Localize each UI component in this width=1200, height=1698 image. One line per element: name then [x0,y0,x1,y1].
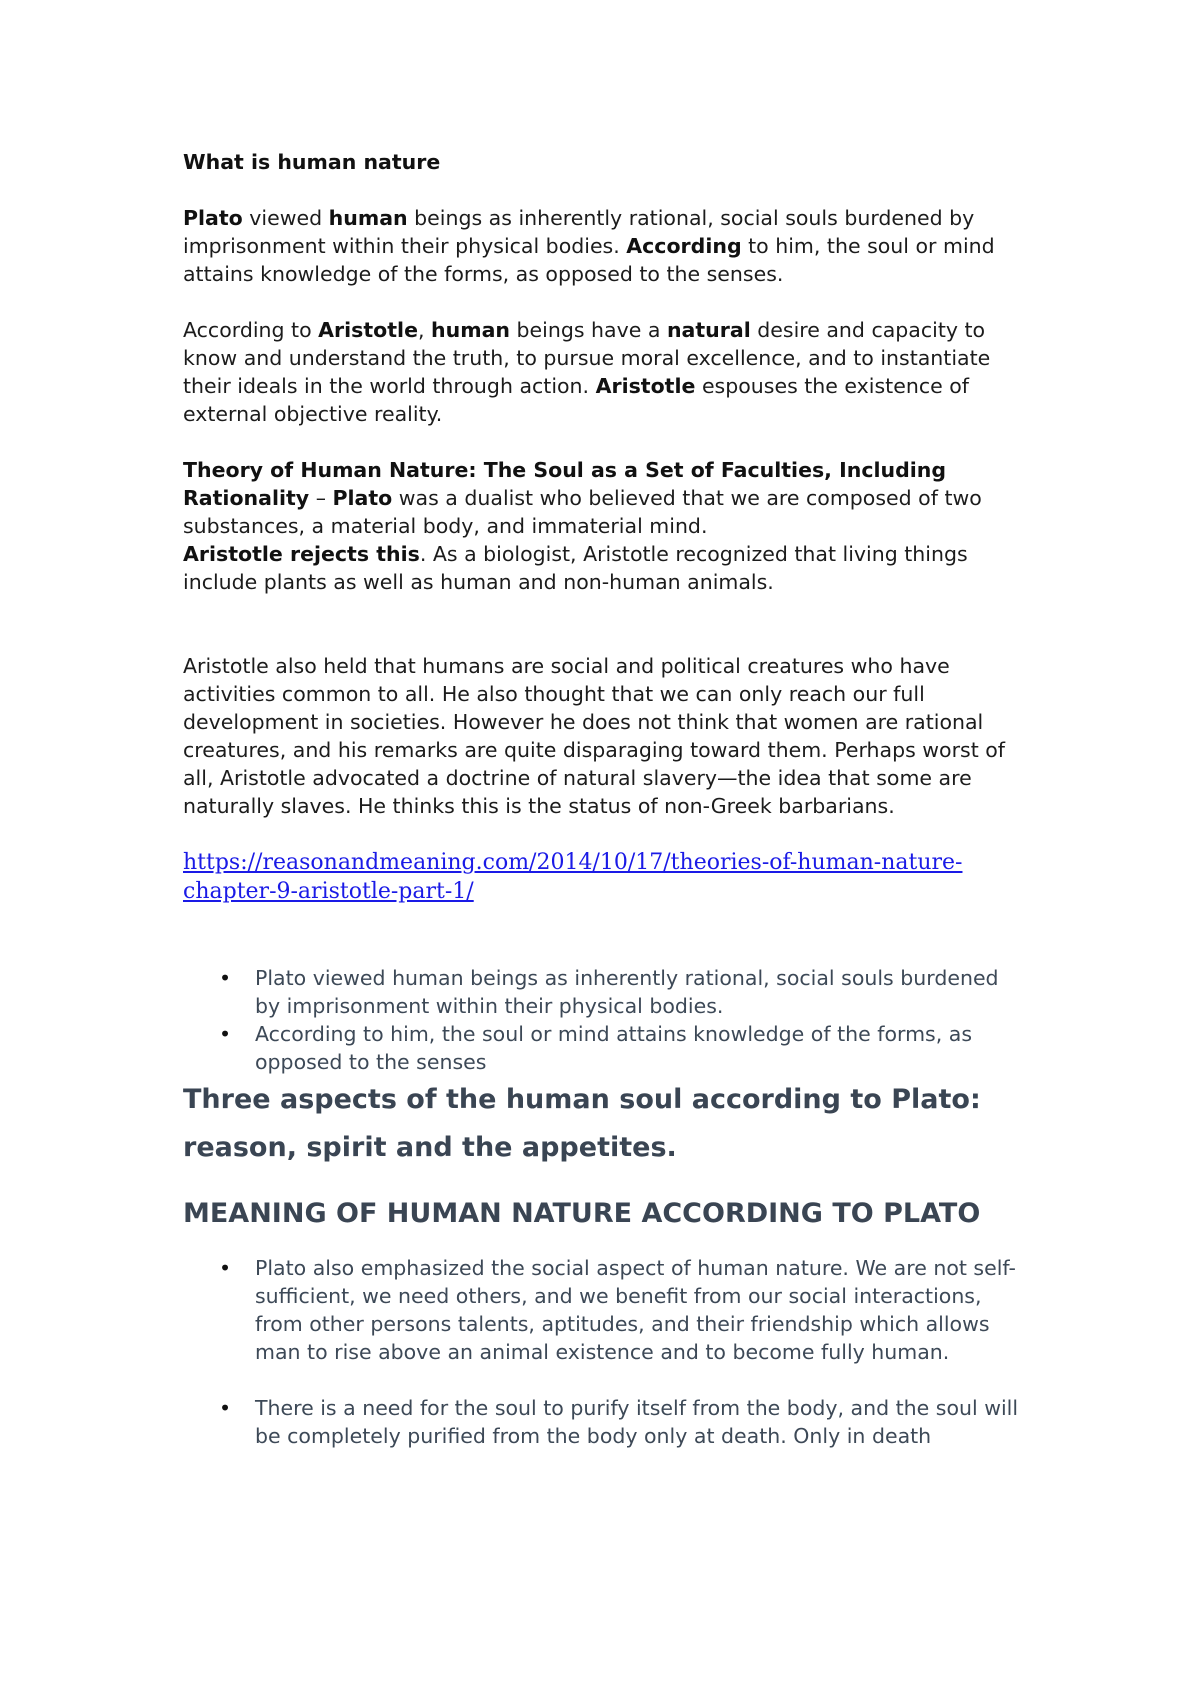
text-span: , [417,318,432,342]
text-span: was a dualist who believed that we are composed of two substances, a material body, and immaterial mind. [183,486,982,538]
heading-meaning-human-nature: MEANING OF HUMAN NATURE ACCORDING TO PLATO [183,1198,981,1229]
text-span: viewed [242,206,329,230]
list-item [183,1394,1020,1450]
bullet-list-meaning [183,1254,1020,1450]
paragraph-aristotle-rejects [183,540,1020,596]
text-span: espouses the existence of external objective reality. [183,374,969,426]
list-item-text: There is a need for the soul to purify itself from the body, and the soul will be completely purified from the body only at death. Only in death [255,1396,1019,1448]
text-span: According to [183,318,319,342]
bullet-icon: • [219,966,232,990]
paragraph-aristotle-view [183,316,1020,428]
bold-human: human [328,206,408,230]
bullet-list-plato [183,964,1020,1076]
reference-link[interactable]: https://reasonandmeaning.com/2014/10/17/theories-of-human-nature-chapter-9-aristotle-part-1/ [183,850,963,904]
bold-aristotle: Aristotle [595,374,696,398]
list-item-text: According to him, the soul or mind attains knowledge of the forms, as opposed to the senses [255,1022,972,1074]
bold-according: According [626,234,742,258]
bullet-icon: • [219,1396,232,1420]
bold-plato: Plato [332,486,393,510]
text-span: to him, the soul or mind attains knowledge of the forms, as opposed to the senses. [183,234,995,286]
list-item-text: Plato also emphasized the social aspect of human nature. We are not self-sufficient, we need others, and we benefit from our social interactions, from other persons talents, aptitudes, and their friendship which allows man to rise above an animal existence and to become fully human. [255,1256,1016,1364]
bold-aristotle-rejects: Aristotle rejects this [183,542,420,566]
bold-natural: natural [666,318,751,342]
bullet-icon: • [219,1256,232,1280]
bold-human: human [431,318,511,342]
text-span: desire and capacity to know and understand the truth, to pursue moral excellence, and to instantiate their ideals in the world through action. [183,318,991,398]
list-item [183,1020,1020,1076]
list-item [183,1254,1020,1366]
text-span: beings as inherently rational, social souls burdened by imprisonment within their physical bodies. [183,206,975,258]
theory-heading: Theory of Human Nature: The Soul as a Set of Faculties, Including Rationality [183,458,947,510]
list-item [183,964,1020,1020]
list-item-text: Plato viewed human beings as inherently rational, social souls burdened by imprisonment within their physical bodies. [255,966,999,1018]
heading-three-aspects: Three aspects of the human soul according to Plato: reason, spirit and the appetites. [183,1084,981,1163]
paragraph-theory [183,456,1020,540]
text-span: – [309,486,333,510]
paragraph-plato-view [183,204,1020,288]
text-span: beings have a [510,318,667,342]
bold-aristotle: Aristotle [318,318,418,342]
bold-plato: Plato [183,206,243,230]
document-title: What is human nature [183,150,441,174]
paragraph-aristotle-social: Aristotle also held that humans are social and political creatures who have activities common to all. He also thought that we can only reach our full development in societies. However he does not think that women are rational creatures, and his remarks are quite disparaging toward them. Perhaps worst of all, Aristotle advocated a doctrine of natural slavery—the idea that some are naturally slaves. He thinks this is the status of non-Greek barbarians. [183,654,1006,818]
bullet-icon: • [219,1022,232,1046]
text-span: . As a biologist, Aristotle recognized that living things include plants as well as human and non-human animals. [183,542,968,594]
